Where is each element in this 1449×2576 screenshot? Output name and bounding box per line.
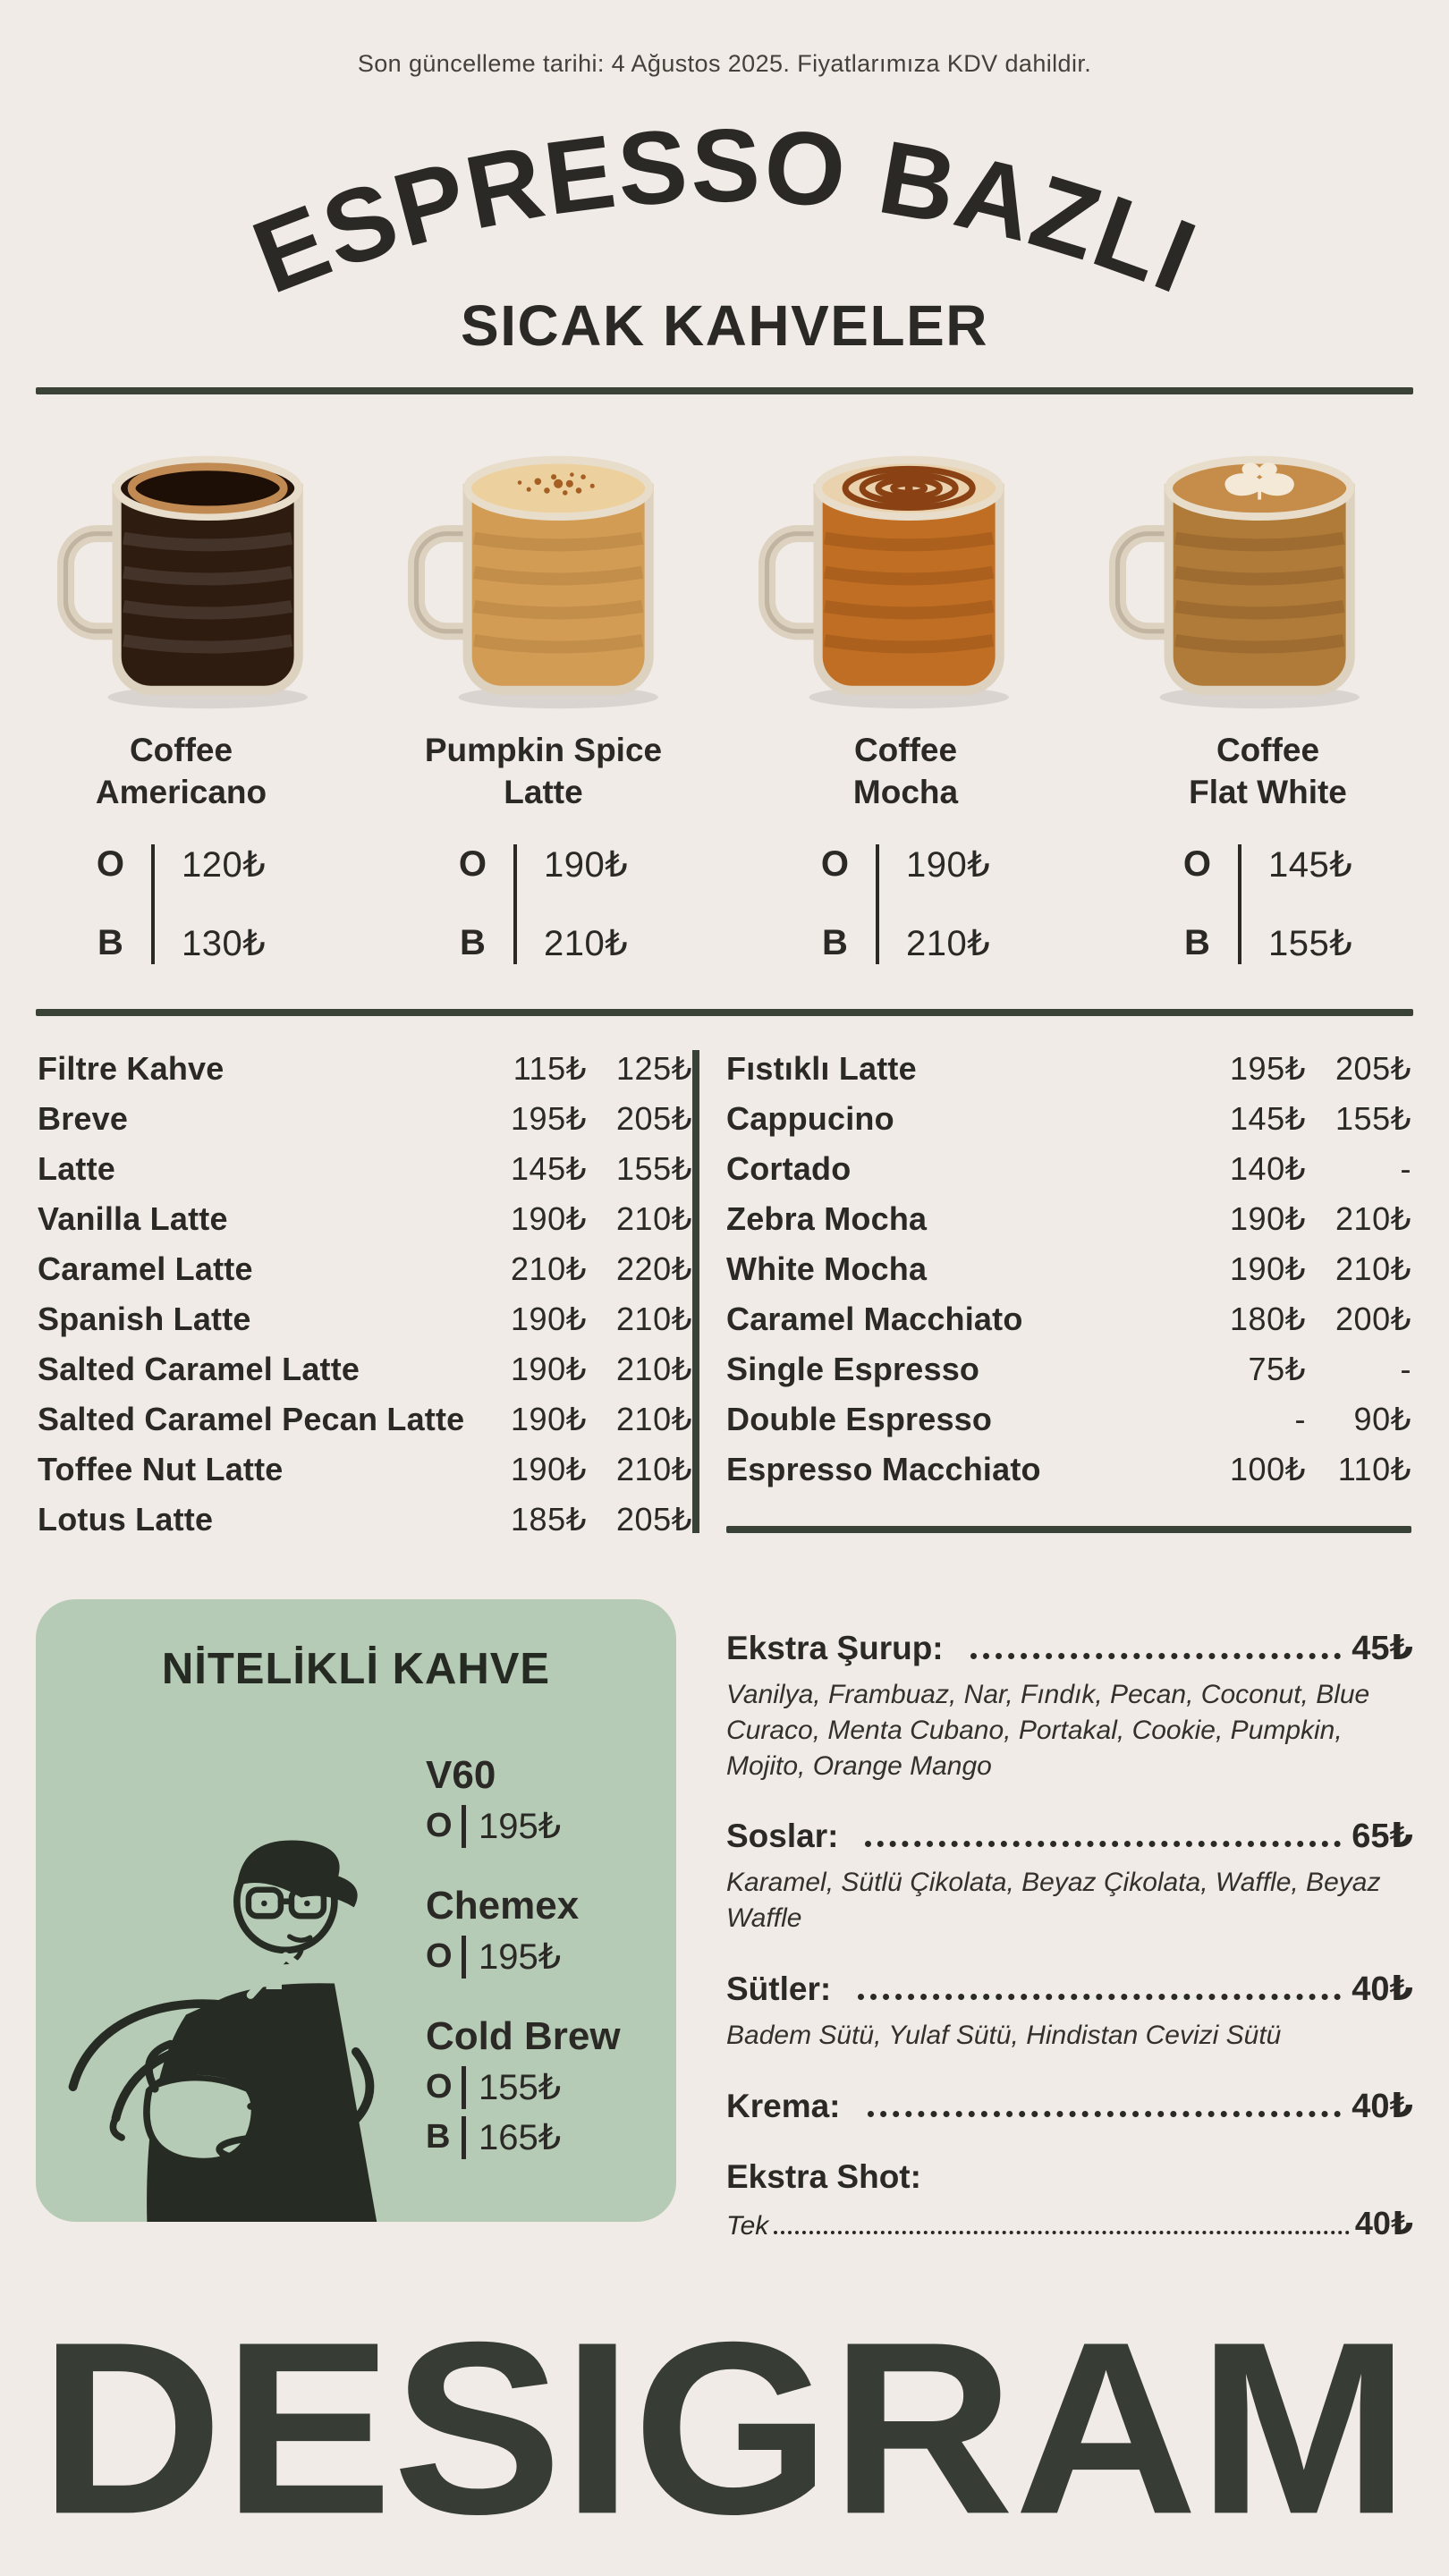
menu-item-price-buyuk: 220₺	[616, 1250, 692, 1287]
price-value: 155₺	[479, 2067, 562, 2107]
pumpkin-latte-cup-cell	[374, 421, 724, 716]
extras-options: Badem Sütü, Yulaf Sütü, Hindistan Cevizi Sütü	[726, 2021, 1282, 2051]
featured-price-cell	[362, 844, 724, 964]
price-value: 165₺	[479, 2117, 562, 2157]
mocha-cup-cell	[724, 421, 1075, 716]
menu-item-row	[726, 1351, 1411, 1401]
menu-item-price-buyuk: 210₺	[616, 1450, 692, 1487]
size-label-orta: O	[820, 844, 849, 885]
extra-shot-name: Tek	[726, 2211, 769, 2241]
extras-options: Vanilya, Frambuaz, Nar, Fındık, Pecan, Coconut, Blue Curaco, Menta Cubano, Portakal, Cookie, Pumpkin, Mojito, Orange Mango	[726, 1679, 1370, 1781]
menu-item-name: Breve	[38, 1099, 129, 1137]
arched-title-svg	[170, 83, 1279, 323]
featured-price-cell	[724, 844, 1087, 964]
menu-item-name: Lotus Latte	[38, 1500, 214, 1538]
menu-item-price-orta: 115₺	[513, 1049, 587, 1087]
menu-item-name: Latte	[38, 1149, 116, 1187]
size-label-orta: O	[458, 844, 487, 885]
price-divider-bar	[513, 844, 517, 964]
featured-name	[1087, 729, 1449, 814]
menu-item-name: Cortado	[726, 1149, 852, 1187]
quality-price-row	[426, 1936, 621, 1979]
extras-section	[676, 1599, 1413, 2275]
menu-item-price-buyuk: 210₺	[616, 1300, 692, 1337]
svg-text:ESPRESSO BAZLI	[238, 107, 1212, 316]
extra-shot-price: 40₺	[1354, 2205, 1413, 2242]
cup-images-row	[0, 394, 1449, 716]
menu-item-name: Caramel Macchiato	[726, 1300, 1023, 1337]
menu-item-price-orta: 185₺	[511, 1500, 587, 1538]
menu-item-price-buyuk: 155₺	[616, 1149, 692, 1187]
menu-item-row	[38, 1351, 692, 1401]
featured-name-line2: Americano	[95, 774, 267, 811]
price-divider-bar	[462, 2116, 466, 2159]
menu-item-price-orta: 100₺	[1230, 1450, 1306, 1487]
price-orta: 190₺	[543, 844, 629, 885]
mocha-cup-image	[752, 421, 1047, 716]
menu-item-price-buyuk: 110₺	[1337, 1450, 1411, 1487]
featured-name-line1: Pumpkin Spice	[424, 732, 663, 768]
menu-item-name: Spanish Latte	[38, 1300, 251, 1337]
menu-item-price-orta: 190₺	[511, 1450, 587, 1487]
price-value: 195₺	[479, 1936, 562, 1977]
brand-footer	[0, 2292, 1449, 2546]
size-label-orta: O	[1182, 844, 1211, 885]
price-divider-bar	[462, 1936, 466, 1979]
flat-white-cup-image	[1103, 421, 1398, 716]
menu-item-name: Espresso Macchiato	[726, 1450, 1041, 1487]
price-divider-bar	[151, 844, 155, 964]
size-label: B	[426, 2118, 451, 2157]
quality-price-row	[426, 2116, 621, 2159]
extra-shot-row	[726, 2205, 1413, 2242]
dotted-leader	[774, 2231, 1350, 2234]
page-subtitle: SICAK KAHVELER	[461, 293, 988, 358]
extras-label: Ekstra Shot:	[726, 2158, 921, 2196]
menu-item-name: Filtre Kahve	[38, 1049, 225, 1087]
menu-item-row	[726, 1401, 1411, 1451]
menu-item-price-orta: 195₺	[511, 1099, 587, 1137]
price-value: 195₺	[479, 1806, 562, 1846]
menu-item-price-buyuk: 210₺	[616, 1400, 692, 1437]
featured-name-line1: Coffee	[1216, 732, 1320, 768]
menu-item-name: Double Espresso	[726, 1400, 993, 1437]
featured-price-cell	[0, 844, 362, 964]
brand-logo-text: DESIGRAM	[39, 2292, 1411, 2542]
dotted-leader	[858, 1994, 1341, 2000]
extras-price: 40₺	[1352, 1970, 1413, 2009]
menu-item-name: Caramel Latte	[38, 1250, 253, 1287]
arched-title	[0, 83, 1449, 323]
menu-item-row	[38, 1100, 692, 1150]
featured-name	[0, 729, 362, 814]
menu-item-row	[38, 1451, 692, 1501]
quality-item-name: Chemex	[426, 1883, 580, 1928]
menu-item-row	[38, 1301, 692, 1351]
menu-item-price-orta: 190₺	[1230, 1199, 1306, 1237]
price-list-right-column	[692, 1050, 1411, 1533]
menu-item-price-buyuk: 125₺	[616, 1049, 692, 1087]
menu-item-price-orta: 190₺	[1230, 1250, 1306, 1287]
menu-item-price-orta: 190₺	[511, 1300, 587, 1337]
barista-illustration	[36, 1796, 449, 2222]
flat-white-cup-cell	[1075, 421, 1426, 716]
featured-name-line2: Mocha	[852, 774, 959, 811]
menu-item-name: Fıstıklı Latte	[726, 1049, 917, 1087]
price-buyuk: 210₺	[905, 923, 991, 963]
menu-item-price-orta: 190₺	[511, 1350, 587, 1387]
nitelikli-kahve-title: NİTELİKLİ KAHVE	[161, 1644, 551, 1693]
menu-item-name: White Mocha	[726, 1250, 928, 1287]
menu-item-row	[726, 1301, 1411, 1351]
featured-prices-row	[0, 844, 1449, 964]
size-label-orta: O	[96, 844, 124, 885]
menu-item-price-buyuk: 210₺	[616, 1199, 692, 1237]
price-orta: 120₺	[181, 844, 267, 885]
featured-name-line2: Flat White	[1189, 774, 1347, 811]
quality-price-row	[426, 1805, 621, 1848]
arc-title-text: ESPRESSO BAZLI	[238, 106, 1213, 316]
menu-item-row	[726, 1100, 1411, 1150]
dotted-leader	[868, 2111, 1342, 2117]
menu-item-row	[726, 1150, 1411, 1200]
featured-price-cell	[1087, 844, 1449, 964]
dotted-leader	[865, 1841, 1341, 1847]
featured-name	[724, 729, 1087, 814]
divider-middle	[36, 1009, 1413, 1016]
size-label: O	[426, 2068, 453, 2106]
quality-item-name: Cold Brew	[426, 2013, 621, 2058]
menu-item-price-buyuk: 155₺	[1335, 1099, 1411, 1137]
menu-item-price-buyuk: -	[1400, 1149, 1411, 1187]
menu-item-row	[38, 1501, 692, 1551]
menu-item-price-buyuk: 200₺	[1335, 1300, 1411, 1337]
menu-item-price-orta: 145₺	[1230, 1099, 1306, 1137]
price-list-left-column	[38, 1050, 692, 1551]
price-buyuk: 130₺	[181, 923, 267, 963]
menu-item-price-orta: -	[1294, 1400, 1306, 1437]
extras-block	[726, 2086, 1413, 2126]
featured-name-line1: Coffee	[129, 732, 233, 768]
price-buyuk: 155₺	[1267, 923, 1353, 963]
extras-price: 45₺	[1352, 1629, 1413, 1667]
price-list	[0, 1050, 1449, 1551]
menu-item-row	[726, 1250, 1411, 1301]
menu-item-price-orta: 190₺	[511, 1199, 587, 1237]
extras-label: Ekstra Şurup:	[726, 1629, 944, 1666]
menu-item-row	[726, 1451, 1411, 1501]
menu-item-row	[38, 1050, 692, 1100]
divider-right-column	[726, 1526, 1411, 1533]
dotted-leader	[970, 1653, 1342, 1659]
americano-cup-image	[51, 421, 346, 716]
extras-label: Sütler:	[726, 1970, 832, 2008]
nitelikli-kahve-card	[36, 1599, 676, 2222]
menu-item-name: Zebra Mocha	[726, 1199, 928, 1237]
menu-item-row	[38, 1150, 692, 1200]
menu-item-price-buyuk: 205₺	[1335, 1049, 1411, 1087]
menu-item-price-buyuk: 205₺	[616, 1099, 692, 1137]
extras-options: Karamel, Sütlü Çikolata, Beyaz Çikolata, Waffle, Beyaz Waffle	[726, 1868, 1381, 1934]
extras-block	[726, 2158, 1413, 2242]
menu-item-price-orta: 195₺	[1230, 1049, 1306, 1087]
size-label-buyuk: B	[97, 923, 123, 963]
price-divider-bar	[462, 2066, 466, 2109]
extras-block	[726, 1816, 1413, 1936]
pumpkin-latte-cup-image	[402, 421, 697, 716]
extras-block	[726, 1969, 1413, 2054]
menu-item-price-orta: 140₺	[1230, 1149, 1306, 1187]
size-label-buyuk: B	[459, 923, 486, 963]
menu-item-price-buyuk: 210₺	[616, 1350, 692, 1387]
menu-item-row	[38, 1401, 692, 1451]
menu-item-price-buyuk: 205₺	[616, 1500, 692, 1538]
quality-item-name: V60	[426, 1752, 496, 1797]
extras-block	[726, 1628, 1413, 1784]
menu-item-price-orta: 210₺	[511, 1250, 587, 1287]
menu-item-row	[38, 1250, 692, 1301]
price-divider-bar	[876, 844, 879, 964]
extras-label: Soslar:	[726, 1818, 839, 1855]
divider-top	[36, 387, 1413, 394]
menu-item-price-orta: 190₺	[511, 1400, 587, 1437]
menu-item-row	[726, 1050, 1411, 1100]
featured-names-row	[0, 729, 1449, 814]
menu-item-price-buyuk: 210₺	[1335, 1199, 1411, 1237]
size-label: O	[426, 1807, 453, 1845]
price-divider-bar	[1238, 844, 1241, 964]
menu-item-row	[38, 1200, 692, 1250]
size-label-buyuk: B	[821, 923, 848, 963]
size-label-buyuk: B	[1183, 923, 1210, 963]
extras-price: 65₺	[1352, 1818, 1413, 1856]
featured-name	[362, 729, 724, 814]
bottom-section	[0, 1599, 1449, 2275]
featured-name-line2: Latte	[504, 774, 583, 811]
menu-item-name: Vanilla Latte	[38, 1199, 228, 1237]
price-divider-bar	[462, 1805, 466, 1848]
menu-item-price-orta: 145₺	[511, 1149, 587, 1187]
price-orta: 190₺	[905, 844, 991, 885]
menu-item-name: Single Espresso	[726, 1350, 980, 1387]
size-label: O	[426, 1937, 453, 1976]
extras-price: 40₺	[1352, 2088, 1413, 2126]
price-buyuk: 210₺	[543, 923, 629, 963]
quality-price-row	[426, 2066, 621, 2109]
menu-item-price-orta: 75₺	[1248, 1350, 1306, 1387]
update-note: Son güncelleme tarihi: 4 Ağustos 2025. Fiyatlarımıza KDV dahildir.	[357, 50, 1092, 77]
menu-item-price-buyuk: 90₺	[1353, 1400, 1411, 1437]
brand-logo	[34, 2292, 1415, 2541]
menu-item-name: Salted Caramel Latte	[38, 1350, 360, 1387]
menu-item-name: Salted Caramel Pecan Latte	[38, 1400, 465, 1437]
extras-label: Krema:	[726, 2088, 841, 2125]
quality-items	[426, 1753, 621, 2159]
price-orta: 145₺	[1267, 844, 1353, 885]
menu-item-price-orta: 180₺	[1230, 1300, 1306, 1337]
menu-item-price-buyuk: -	[1400, 1350, 1411, 1387]
menu-item-name: Toffee Nut Latte	[38, 1450, 284, 1487]
featured-name-line1: Coffee	[853, 732, 958, 768]
menu-item-row	[726, 1200, 1411, 1250]
menu-item-name: Cappucino	[726, 1099, 894, 1137]
americano-cup-cell	[23, 421, 374, 716]
menu-item-price-buyuk: 210₺	[1335, 1250, 1411, 1287]
